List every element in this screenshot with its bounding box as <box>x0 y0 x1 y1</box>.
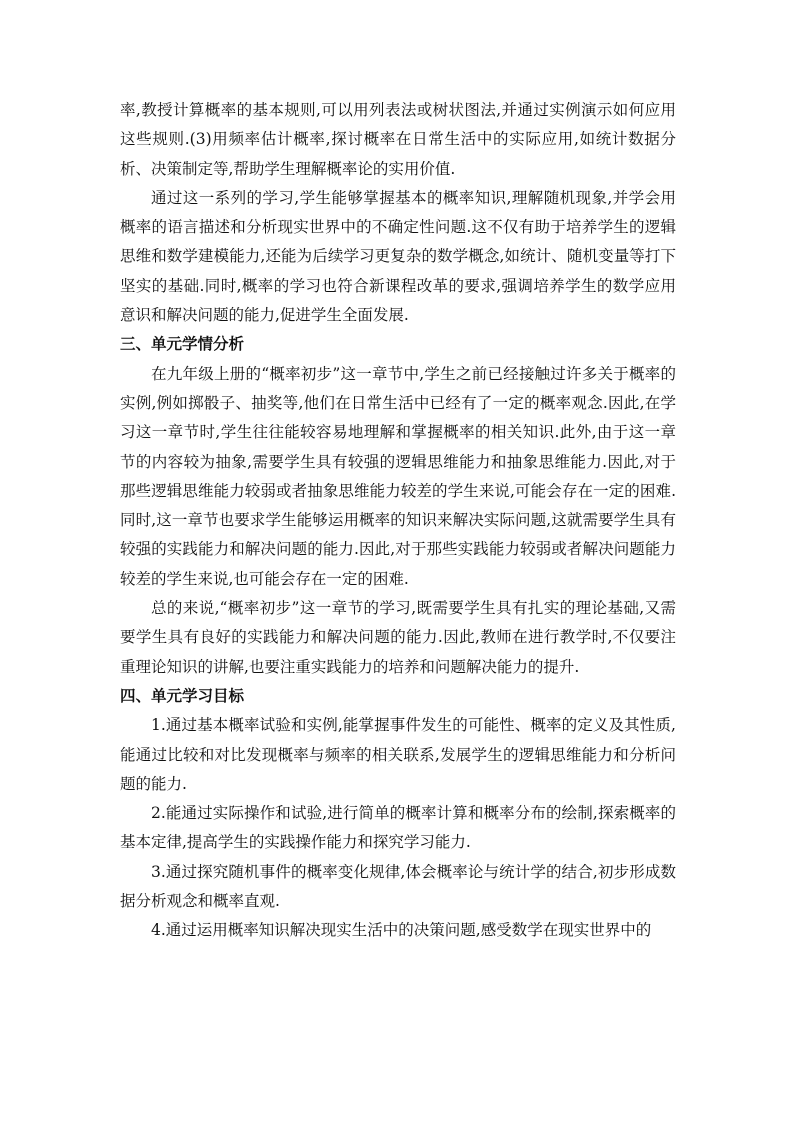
paragraph-summary: 总的来说,“概率初步”这一章节的学习,既需要学生具有扎实的理论基础,又需要学生具有良好的实践能力和解决问题的能力.因此,教师在进行教学时,不仅要注重理论知识的讲解,也要注重实践能力的培养和问题解决能力的提升. <box>120 599 676 676</box>
paragraph-probability-rules: 率,教授计算概率的基本规则,可以用列表法或树状图法,并通过实例演示如何应用这些规则.(3)用频率估计概率,探讨概率在日常生活中的实际应用,如统计数据分析、决策制定等,帮助学生理解概率论的实用价值. <box>120 101 676 178</box>
goal-item-4: 4.通过运用概率知识解决现实生活中的决策问题,感受数学在现实世界中的 <box>151 921 652 940</box>
section-heading-learner-analysis: 三、单元学情分析 <box>120 335 245 354</box>
paragraph-learner-analysis: 在九年级上册的“概率初步”这一章节中,学生之前已经接触过许多关于概率的实例,例如掷骰子、抽奖等,他们在日常生活中已经有了一定的概率观念.因此,在学习这一章节时,学生往往能较容易地理解和掌握概率的相关知识.此外,由于这一章节的内容较为抽象,需要学生具有较强的逻辑思维能力和抽象思维能力.因此,对于那些逻辑思维能力较弱或者抽象思维能力较差的学生来说,可能会存在一定的困难.同时,这一章节也要求学生能够运用概率的知识来解决实际问题,这就需要学生具有较强的实践能力和解决问题的能力.因此,对于那些实践能力较弱或者解决问题能力较差的学生来说,也可能会存在一定的困难. <box>120 364 676 588</box>
document-page <box>120 96 676 946</box>
goal-item-1: 1.通过基本概率试验和实例,能掌握事件发生的可能性、概率的定义及其性质,能通过比较和对比发现概率与频率的相关联系,发展学生的逻辑思维能力和分析问题的能力. <box>120 716 676 793</box>
goal-item-2: 2.能通过实际操作和试验,进行简单的概率计算和概率分布的绘制,探索概率的基本定律,提高学生的实践操作能力和探究学习能力. <box>120 804 676 852</box>
section-heading-learning-goals: 四、单元学习目标 <box>120 686 245 705</box>
goal-item-3: 3.通过探究随机事件的概率变化规律,体会概率论与统计学的结合,初步形成数据分析观念和概率直观. <box>120 862 676 911</box>
paragraph-learning-outcomes: 通过这一系列的学习,学生能够掌握基本的概率知识,理解随机现象,并学会用概率的语言描述和分析现实世界中的不确定性问题.这不仅有助于培养学生的逻辑思维和数学建模能力,还能为后续学习更复杂的数学概念,如统计、随机变量等打下坚实的基础.同时,概率的学习也符合新课程改革的要求,强调培养学生的数学应用意识和解决问题的能力,促进学生全面发展. <box>120 188 676 325</box>
